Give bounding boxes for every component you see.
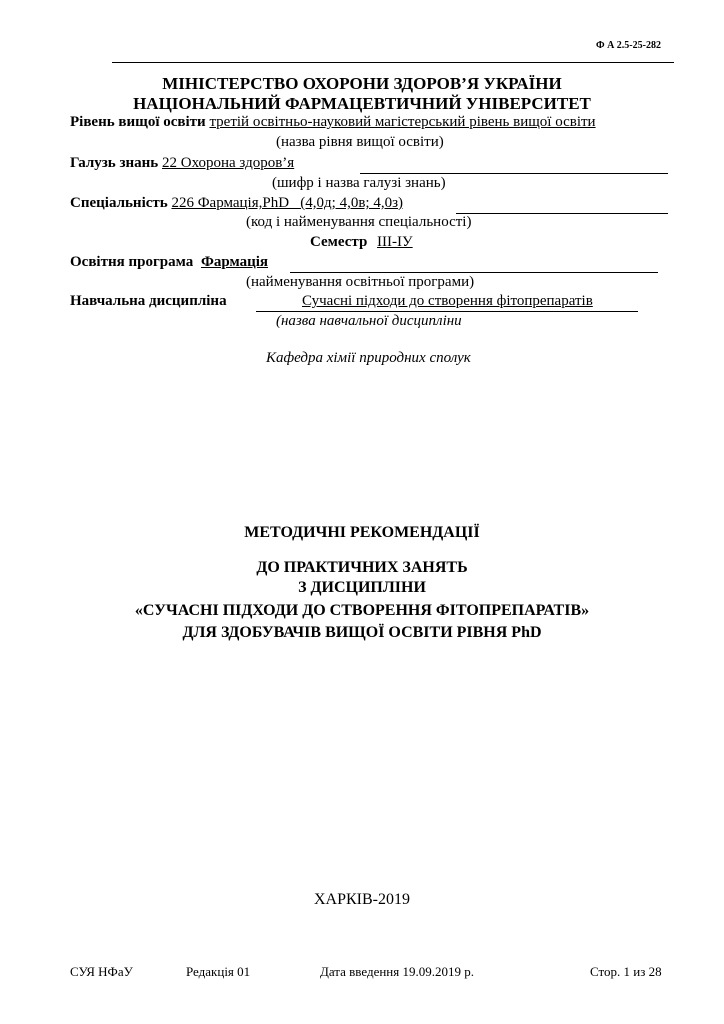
level-caption: (назва рівня вищої освіти)	[276, 134, 444, 150]
field-underline	[360, 173, 668, 174]
discipline-caption: (назва навчальної дисципліни	[276, 313, 462, 329]
university-title: НАЦІОНАЛЬНИЙ ФАРМАЦЕВТИЧНИЙ УНІВЕРСИТЕТ	[133, 94, 591, 113]
specialty-caption: (код і найменування спеціальності)	[246, 214, 472, 230]
department-name: Кафедра хімії природних сполук	[266, 350, 471, 366]
discipline-underline	[256, 311, 638, 312]
level-label: Рівень вищої освіти	[70, 114, 206, 130]
ministry-title: МІНІСТЕРСТВО ОХОРОНИ ЗДОРОВ’Я УКРАЇНИ	[162, 74, 562, 93]
title-line-3: З ДИСЦИПЛІНИ	[298, 579, 426, 596]
title-line-5: ДЛЯ ЗДОБУВАЧІВ ВИЩОЇ ОСВІТИ РІВНЯ PhD	[182, 624, 542, 641]
program-row	[70, 254, 268, 271]
footer-date: Дата введення 19.09.2019 р.	[320, 964, 474, 979]
specialty-value: 226 Фармація,PhD (4,0д; 4,0в; 4,0з)	[171, 195, 404, 211]
program-caption: (найменування освітньої програми)	[246, 274, 475, 290]
field-caption: (шифр і назва галузі знань)	[272, 175, 446, 191]
specialty-row	[70, 195, 403, 212]
level-row	[70, 114, 596, 131]
field-label: Галузь знань	[70, 155, 159, 171]
semester-label: Семестр	[310, 234, 368, 250]
field-row	[70, 155, 294, 172]
document-code: Ф А 2.5-25-282	[596, 40, 661, 51]
program-value: Фармація	[200, 254, 269, 270]
header-rule	[112, 62, 674, 63]
discipline-value: Сучасні підходи до створення фітопрепаратів	[302, 293, 593, 309]
program-label: Освітня програма	[70, 254, 194, 270]
title-line-2: ДО ПРАКТИЧНИХ ЗАНЯТЬ	[256, 559, 468, 576]
footer-page-number: Стор. 1 из 28	[590, 964, 662, 979]
title-line-1: МЕТОДИЧНІ РЕКОМЕНДАЦІЇ	[244, 524, 480, 541]
semester-value: ІІІ-ІУ	[377, 234, 413, 250]
footer-edition: Редакція 01	[186, 964, 251, 979]
discipline-row	[70, 293, 227, 310]
city-year: ХАРКІВ-2019	[313, 891, 410, 908]
footer-system: СУЯ НФаУ	[70, 964, 133, 979]
semester-row	[310, 234, 419, 251]
field-value: 22 Охорона здоров’я	[161, 155, 295, 171]
program-underline	[290, 272, 658, 273]
level-value: третій освітньо-науковий магістерський рівень вищої освіти	[209, 114, 596, 130]
discipline-label: Навчальна дисципліна	[70, 293, 227, 309]
title-line-4: «СУЧАСНІ ПІДХОДИ ДО СТВОРЕННЯ ФІТОПРЕПАРАТІВ»	[134, 602, 590, 619]
specialty-label: Спеціальність	[70, 195, 168, 211]
specialty-underline	[456, 213, 668, 214]
